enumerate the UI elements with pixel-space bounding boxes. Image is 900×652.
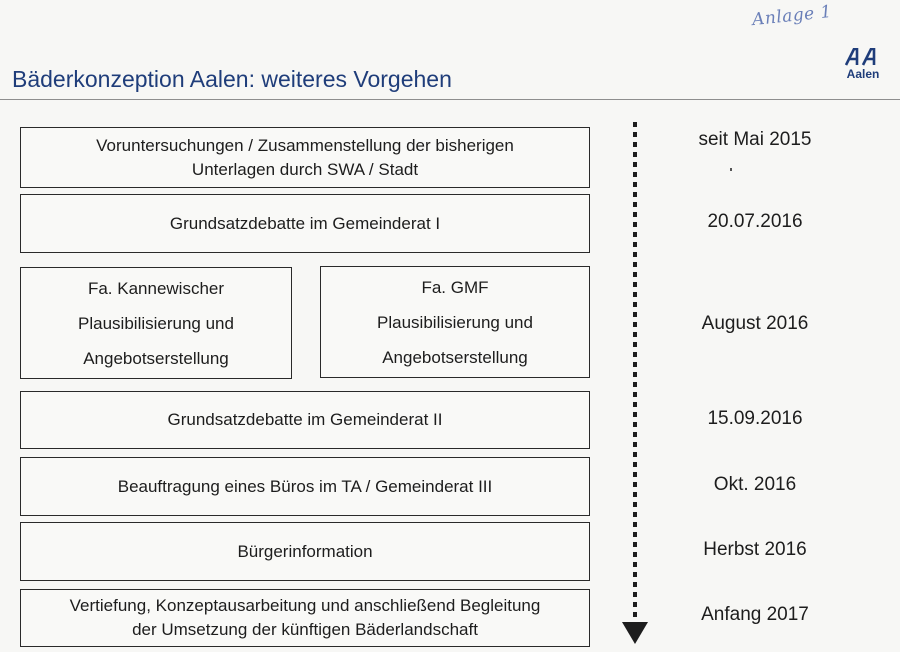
handwritten-annotation: Anlage 1	[751, 1, 833, 31]
step-box-preliminary-studies	[20, 127, 590, 188]
aalen-logo-icon	[845, 48, 881, 66]
step-box-citizen-information	[20, 522, 590, 581]
step-date: 20.07.2016	[707, 211, 803, 232]
step-text-line: Plausibilisierung und	[377, 312, 533, 332]
step-text-line: Vertiefung, Konzeptausarbeitung und anschließend Begleitung	[69, 596, 541, 615]
step-text-line: Plausibilisierung und	[78, 313, 234, 333]
step-date: Okt. 2016	[713, 474, 797, 495]
step-date: seit Mai 2015	[698, 129, 812, 150]
step-box-council-debate-1	[20, 194, 590, 253]
step-box-council-debate-2	[20, 391, 590, 449]
step-box-gmf	[320, 266, 590, 378]
scan-speck	[730, 168, 732, 171]
step-date: Anfang 2017	[701, 604, 809, 625]
timeline-arrow-head-icon	[622, 622, 648, 644]
step-date: Herbst 2016	[703, 539, 807, 560]
step-text-line: Bürgerinformation	[237, 541, 373, 561]
logo-text: Aalen	[846, 67, 880, 81]
step-text-line: Fa. GMF	[421, 277, 489, 297]
title-divider	[0, 99, 900, 100]
step-text-line: der Umsetzung der künftigen Bäderlandschaft	[132, 620, 478, 639]
step-text-line: Voruntersuchungen / Zusammenstellung der bisherigen	[96, 135, 514, 155]
step-date: 15.09.2016	[707, 408, 803, 429]
step-box-kannewischer	[20, 267, 292, 379]
page-title: Bäderkonzeption Aalen: weiteres Vorgehen	[12, 66, 452, 92]
step-box-concept-elaboration	[20, 589, 590, 647]
step-text-line: Grundsatzdebatte im Gemeinderat II	[167, 410, 443, 429]
step-text-line: Beauftragung eines Büros im TA / Gemeinderat III	[117, 476, 493, 496]
step-date: August 2016	[701, 313, 809, 334]
step-text-line: Angebotserstellung	[83, 348, 229, 368]
step-box-commission-office	[20, 457, 590, 516]
step-text-line: Fa. Kannewischer	[87, 278, 225, 298]
aalen-logo	[838, 48, 888, 81]
timeline-arrow	[618, 120, 654, 650]
step-text-line: Unterlagen durch SWA / Stadt	[191, 159, 419, 179]
step-text-line: Angebotserstellung	[382, 347, 528, 367]
step-text-line: Grundsatzdebatte im Gemeinderat I	[169, 213, 441, 233]
